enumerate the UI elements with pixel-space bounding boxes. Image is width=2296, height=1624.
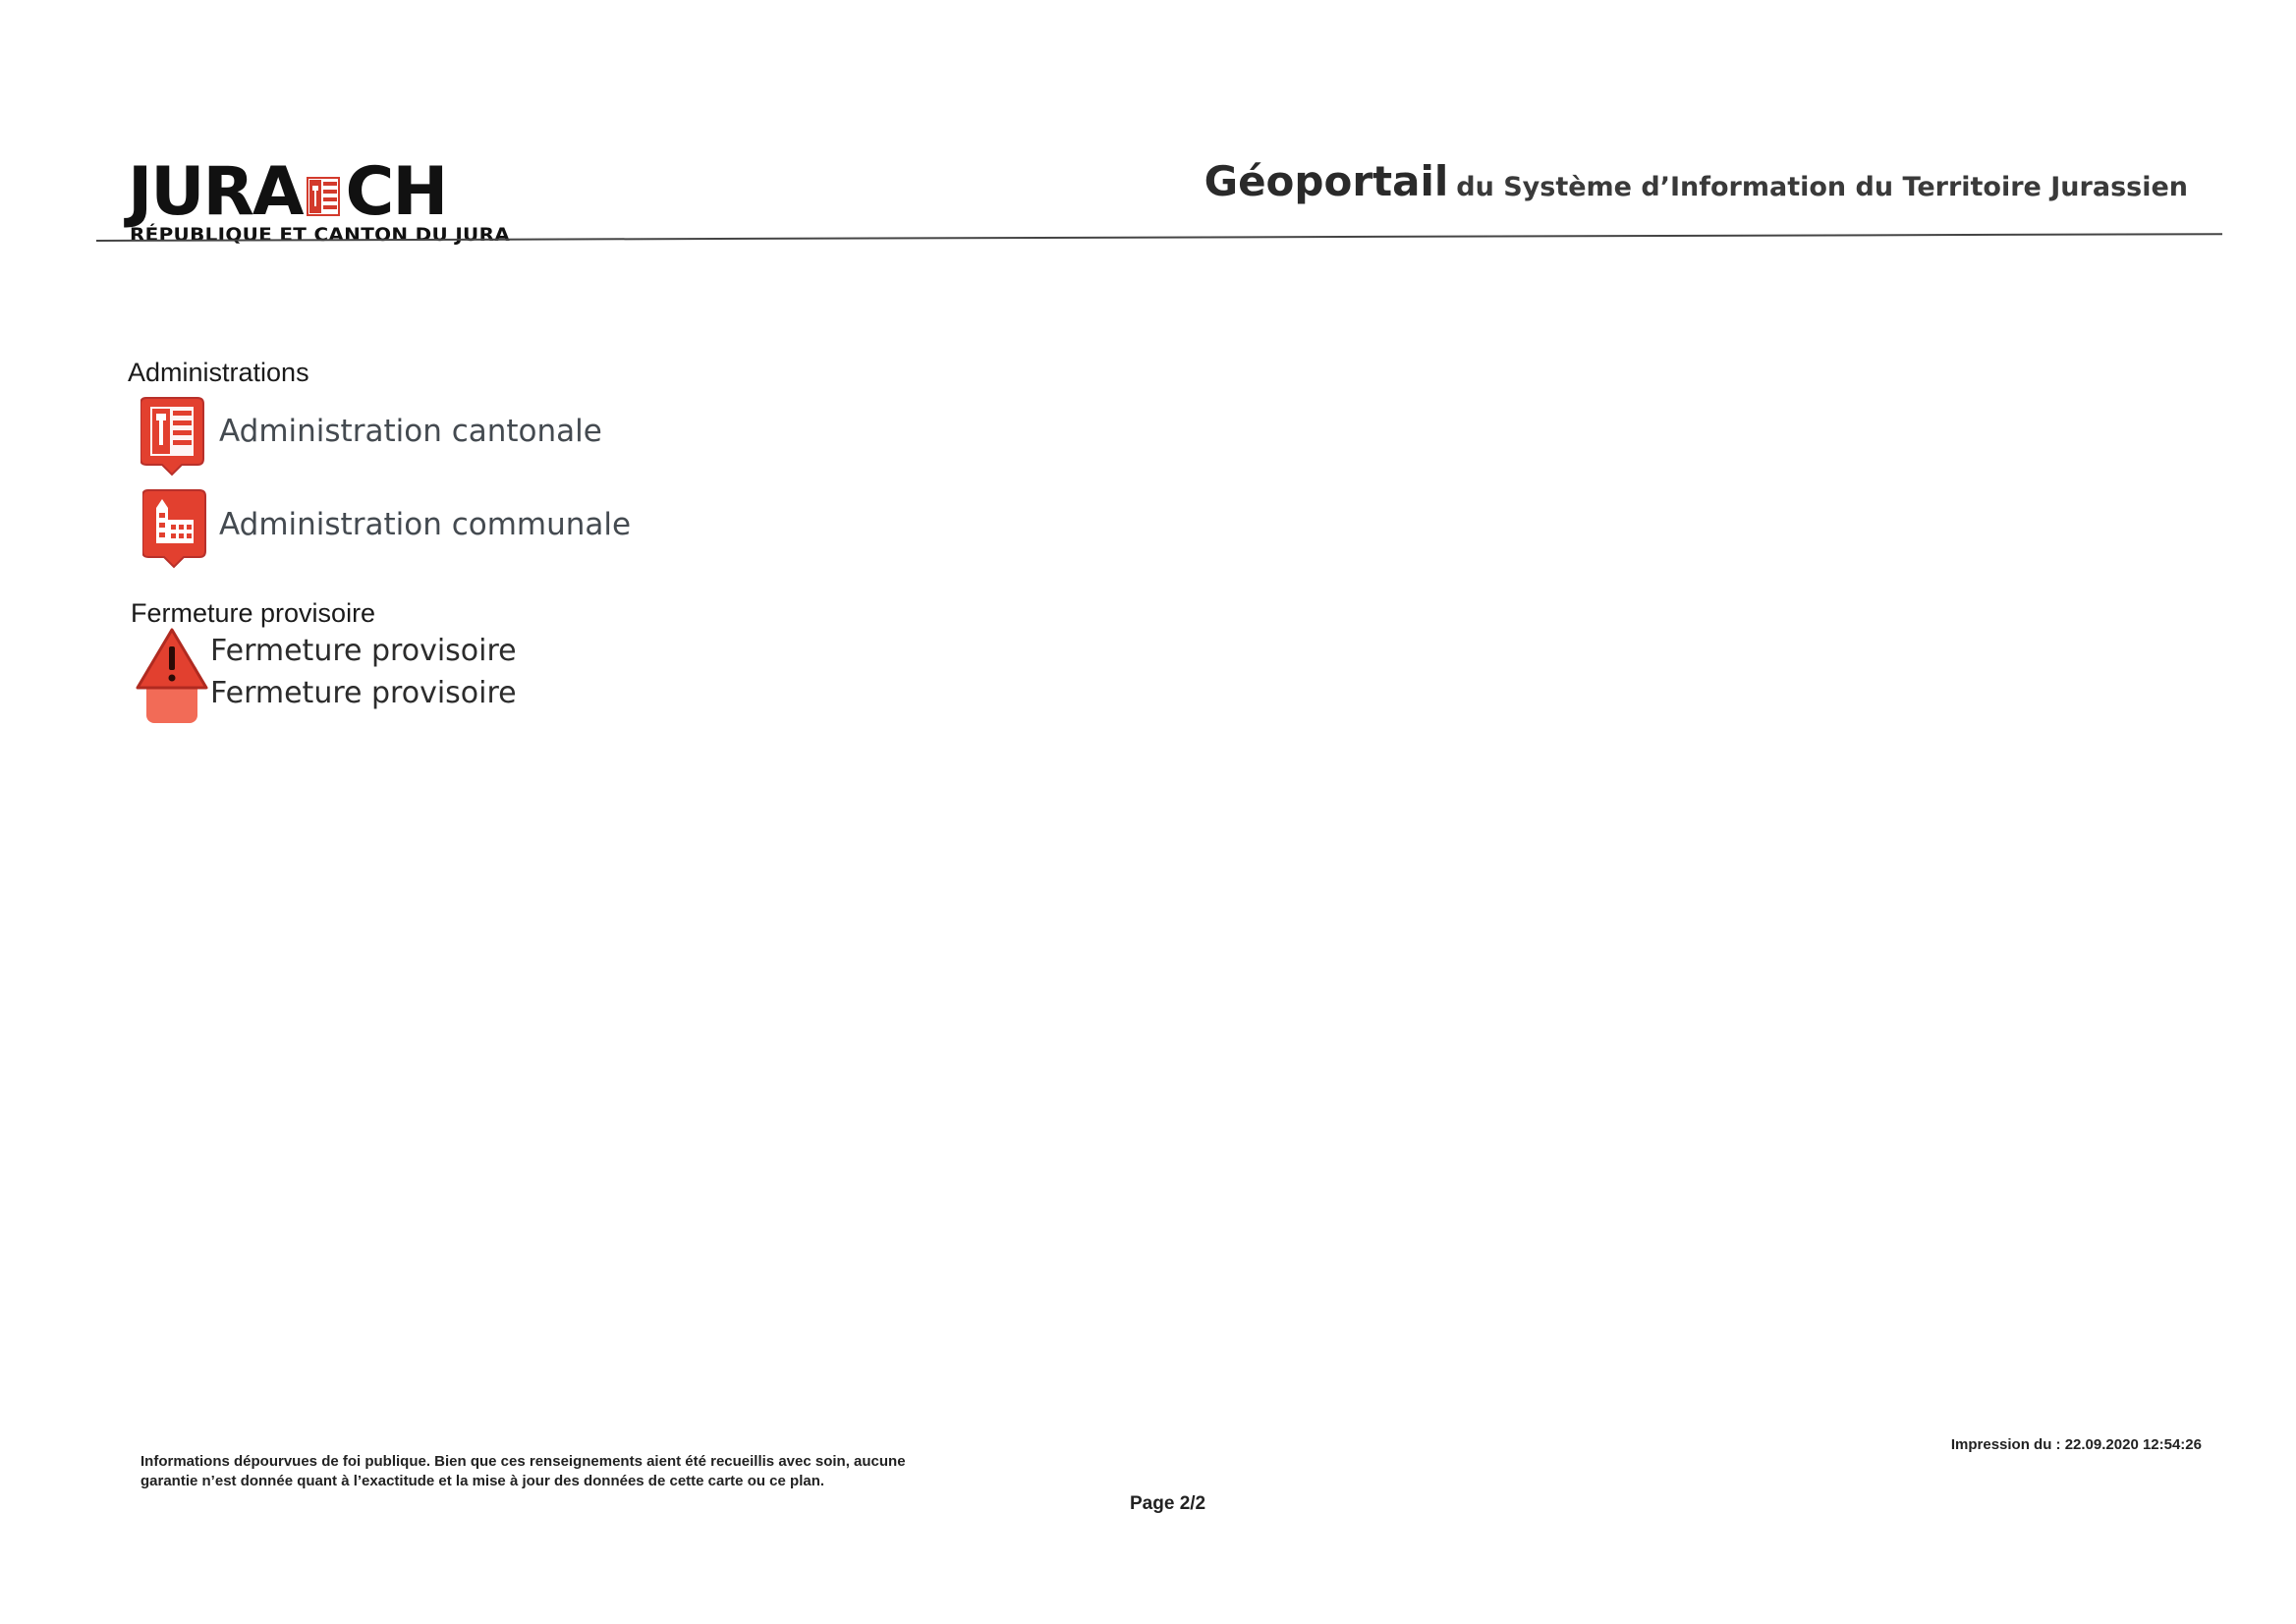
geoportal-title [1204,157,2188,205]
geoportal-title-rest: du Système d’Information du Territoire Jurassien [1456,172,2188,202]
page-number: Page 2/2 [1130,1493,1206,1514]
warning-triangle-icon [135,627,209,697]
jura-logo [128,153,511,246]
legend-group-title-administrations: Administrations [128,358,309,387]
logo-ch-text: CH [345,153,447,231]
print-timestamp: Impression du : 22.09.2020 12:54:26 [1950,1436,2202,1453]
legend-group-title-fermeture: Fermeture provisoire [131,598,376,628]
canton-crest-marker-icon [140,396,209,481]
town-hall-marker-icon [142,488,211,574]
logo-wordmark [128,153,447,231]
legend-item-administration-communale: Administration communale [219,507,632,542]
logo-subtitle: RÉPUBLIQUE ET CANTON DU JURA [130,224,511,246]
jura-crest-icon [307,159,340,198]
legend-item-fermeture-provisoire-point: Fermeture provisoire [210,634,517,668]
logo-jura-text: JURA [128,153,303,231]
legal-disclaimer [140,1452,926,1491]
legend-item-administration-cantonale: Administration cantonale [219,414,602,449]
disclaimer-line-2: garantie n’est donnée quant à l’exactitude et la mise à jour des données de cette carte ou ce plan. [140,1473,825,1489]
disclaimer-line-1: Informations dépourvues de foi publique. Bien que ces renseignements aient été recueillis avec soin, aucune [140,1453,906,1470]
legend-item-fermeture-provisoire-area: Fermeture provisoire [210,676,517,710]
geoportal-title-main: Géoportail [1204,157,1449,205]
